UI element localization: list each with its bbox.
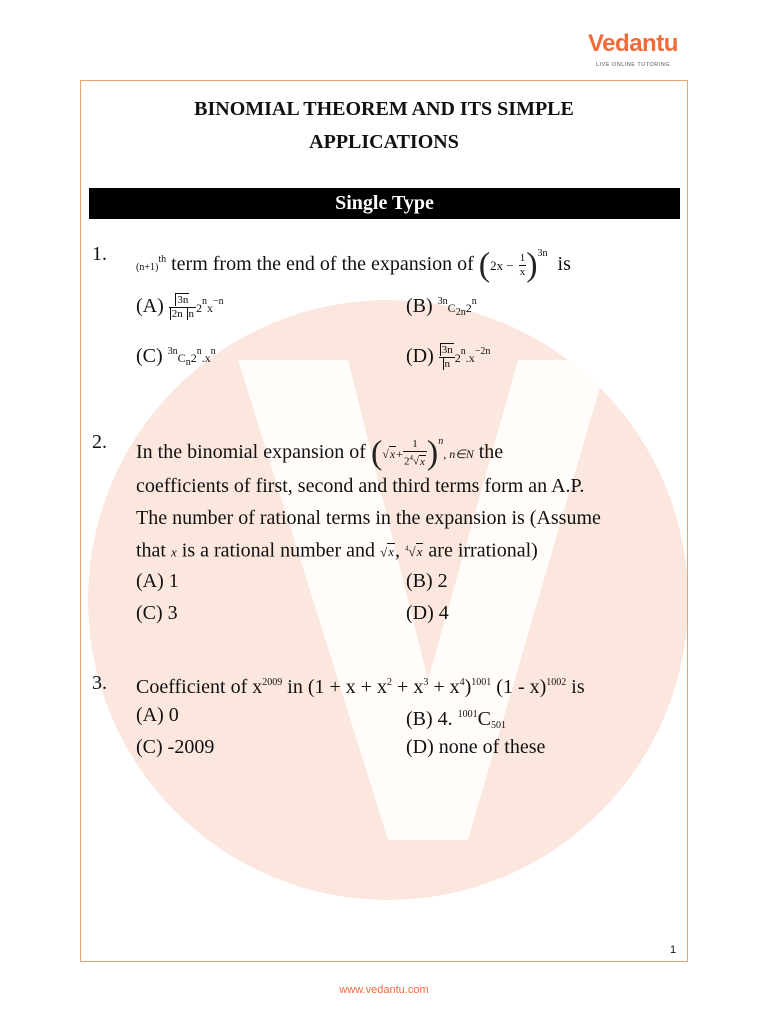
tail-sup: n [202,296,208,307]
option-d-fraction [439,344,455,371]
frac-bottom: x [519,265,526,278]
question-2-tail: the [478,441,504,463]
question-2-line-2: coefficients of first, second and third terms form an A.P. [136,475,585,497]
q3-option-b[interactable] [406,703,506,738]
q3-part-e-sup: 1001 [471,677,492,688]
option-b-sub: 501 [491,720,507,731]
term-index-sup: th [158,254,167,265]
option-label: (B) [406,295,433,317]
tail-sup: n [471,296,477,307]
question-3-stem [136,671,585,699]
term-index: (n+1) [136,262,159,273]
condition: , n∈N [443,447,474,461]
line-4-b: is a rational number and [181,539,376,562]
root-2-index: 4 [404,545,409,553]
page-number: 1 [670,944,677,956]
fraction: $\frac{1}{2^4√x}$ [403,438,425,468]
q3-part-g: is [571,676,585,698]
option-b-sup: 1001 [457,709,478,720]
line-4-x: x [171,544,177,560]
q2-option-d[interactable]: (D) 4 [406,602,449,624]
tail-x-sup: n [210,346,216,357]
separator: , [394,539,400,562]
expr-part: 2x − [490,258,514,273]
tail-sup: n [196,346,202,357]
page-title [90,93,678,159]
option-label: (C) [136,345,163,367]
line-4-a: that [136,539,166,562]
option-label: (A) [136,295,164,317]
logo-tagline: LIVE ONLINE TUTORING [596,62,670,68]
power: n [438,436,444,447]
question-2-line-3: The number of rational terms in the expansion is (Assume [136,507,601,529]
question-2-lead: In the binomial expansion of [136,441,366,463]
q3-part-b: in (1 + x + x [287,676,388,698]
q2-option-b[interactable]: (B) 2 [406,570,448,592]
pre-sup: 3n [167,346,178,357]
root-x: x [420,455,425,468]
q3-part-e: ) [464,676,472,698]
question-number: 2. [92,431,107,453]
line-4-c: are irrational) [428,539,538,562]
root-index: 4 [409,454,413,463]
title-line-1: BINOMIAL THEOREM AND ITS SIMPLE [194,98,574,120]
sub: n [185,357,191,368]
q3-part-b-sup: 2 [387,677,393,688]
close-paren: ) [426,434,439,472]
open-paren: ( [478,246,491,284]
question-2-stem [136,430,504,472]
sqrt-term: √x [382,447,396,461]
q3-part-c-sup: 3 [423,677,429,688]
frac-top: 3n [177,293,189,306]
question-number: 1. [92,243,107,265]
combination: C [447,301,456,315]
open-paren: ( [370,434,383,472]
power: 3n [537,248,548,259]
q3-part-a: Coefficient of x [136,676,263,698]
option-b-combination: C [477,708,492,730]
q3-option-d[interactable]: (D) none of these [406,736,546,758]
tail-x: x [207,301,214,315]
question-2-line-4 [136,537,538,564]
frac-top: 1 [403,438,427,452]
question-1-stem [136,242,571,284]
close-paren: ) [526,246,538,284]
sub: 2n [455,307,466,318]
q2-option-c[interactable]: (C) 3 [136,602,178,624]
root-2: $^4$√x [404,544,423,560]
q3-option-c[interactable]: (C) -2009 [136,736,215,758]
tail: 2 [196,301,203,315]
root-1: √x [380,544,394,560]
q1-option-b[interactable] [406,290,477,325]
logo-word: Vedantu [588,30,678,57]
q1-option-c[interactable] [136,340,216,375]
question-number: 3. [92,672,107,694]
tail-x-sup: −2n [474,346,491,357]
combination: C [177,351,186,365]
tail: 2 [190,351,197,365]
question-1-text: term from the end of the expansion of [171,253,474,275]
frac-bottom-2: n [188,307,195,320]
q3-part-d: + x [433,676,460,698]
section-header: Single Type [89,188,680,219]
q2-option-a[interactable]: (A) 1 [136,570,179,592]
tail-x: .x [201,351,211,365]
title-line-2: APPLICATIONS [309,131,459,153]
q1-option-a[interactable] [136,290,224,321]
root-1-x: x [388,544,394,560]
tail-sup: n [460,346,466,357]
option-a-fraction [169,294,196,321]
plus: + [396,447,403,461]
is-word: is [557,253,571,275]
frac-bottom-1: 2n [171,307,183,320]
frac-bottom: n [444,357,451,370]
frac-top: 1 [519,251,526,264]
q3-part-f-sup: 1002 [546,677,567,688]
footer-url[interactable]: www.vedantu.com [339,984,429,996]
q3-part-f: (1 - x) [496,676,547,698]
root-2-x: x [416,544,423,560]
pre-sup: 3n [437,296,448,307]
sqrt-x: x [389,447,396,461]
frac-top: 3n [441,343,453,356]
vedantu-logo [588,30,688,74]
option-label: (D) [406,345,434,367]
q3-part-c: + x [397,676,424,698]
q3-part-d-sup: 4 [459,677,465,688]
q3-option-a[interactable]: (A) 0 [136,704,179,726]
tail: 2 [465,301,472,315]
q3-part-a-sup: 2009 [262,677,283,688]
tail-x: .x [465,351,475,365]
tail: 2 [454,351,461,365]
option-b-label: (B) 4. [406,708,453,730]
q1-option-d[interactable] [406,340,490,371]
frac-bottom: 2 [403,455,410,468]
tail-x-sup: −n [213,296,224,307]
